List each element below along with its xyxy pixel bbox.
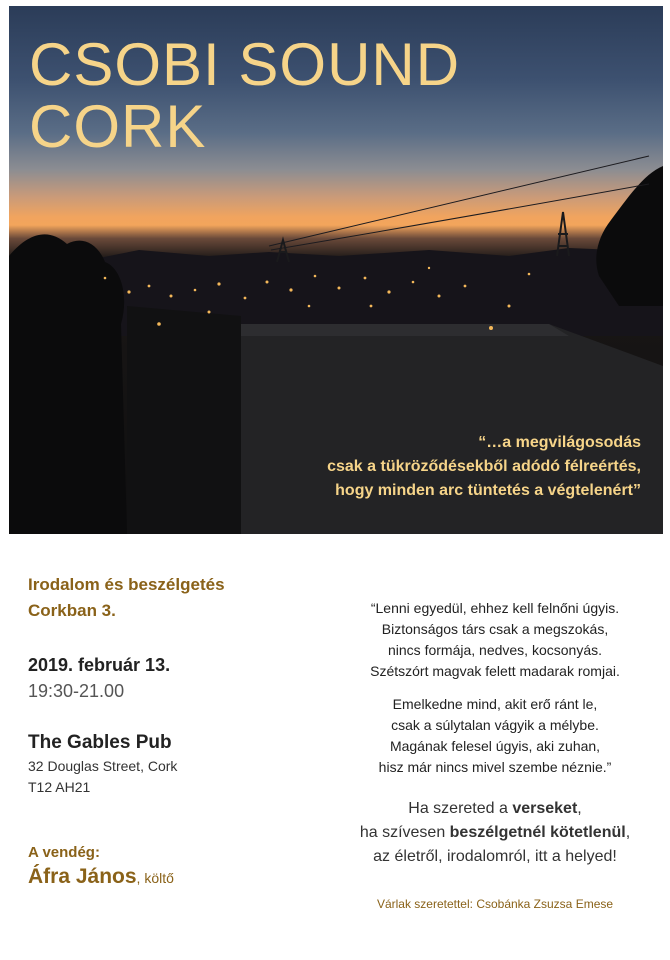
signature: Várlak szeretettel: Csobánka Zsuzsa Emese <box>376 897 614 911</box>
event-heading-line-1: Irodalom és beszélgetés <box>28 575 225 594</box>
event-heading-line-2: Corkban 3. <box>28 601 116 620</box>
poem-line: Magának felesel úgyis, aki zuhan, <box>389 738 601 754</box>
hero-photo <box>9 6 663 534</box>
poem-line: nincs formája, nedves, kocsonyás. <box>388 642 602 658</box>
venue-address <box>28 756 177 798</box>
poem-line: “Lenni egyedül, ehhez kell felnőni úgyis. <box>370 600 620 616</box>
call-to-action <box>330 797 660 869</box>
address-line-2: T12 AH21 <box>28 779 91 795</box>
poem-line: csak a súlytalan vágyik a mélybe. <box>391 717 599 733</box>
hero-quote-line: csak a tükröződésekből adódó félreértés, <box>327 458 641 475</box>
event-time: 19:30-21.00 <box>28 681 125 701</box>
cta-line-2 <box>330 821 660 845</box>
guest-name: Áfra János <box>28 865 137 888</box>
event-heading <box>28 572 225 624</box>
cta-text: Ha szereted a <box>408 800 513 817</box>
title-line-2: CORK <box>29 93 207 160</box>
cta-bold: verseket <box>512 800 578 817</box>
hero-quote-line: “…a megvilágosodás <box>478 434 641 451</box>
guest-label: A vendég: <box>28 844 100 861</box>
cta-text: , <box>625 824 631 841</box>
event-date: 2019. február 13. <box>28 655 171 675</box>
poster-title <box>29 31 461 160</box>
poem-stanza-1 <box>330 598 660 682</box>
cta-text: , <box>577 800 582 817</box>
cta-text: ha szívesen <box>359 824 450 841</box>
title-line-1: CSOBI SOUND <box>29 31 461 98</box>
poem-stanza-2 <box>330 694 660 778</box>
hero-quote <box>327 431 641 503</box>
cta-line-1 <box>330 797 660 821</box>
guest-role: , költő <box>136 870 174 886</box>
venue-name: The Gables Pub <box>28 732 172 753</box>
poem-line: Biztonságos társ csak a megszokás, <box>381 621 609 637</box>
poem-line: hisz már nincs mivel szembe néznie.” <box>378 759 612 775</box>
address-line-1: 32 Douglas Street, Cork <box>28 758 178 774</box>
guest <box>28 865 174 889</box>
poem-line: Emelkedne mind, akit erő ránt le, <box>392 696 598 712</box>
hero-quote-line: hogy minden arc tüntetés a végtelenért” <box>335 482 641 499</box>
poem-line: Szétszórt magvak felett madarak romjai. <box>370 663 620 679</box>
cta-line-3: az életről, irodalomról, itt a helyed! <box>373 848 617 865</box>
cta-bold: beszélgetnél kötetlenül <box>449 824 626 841</box>
